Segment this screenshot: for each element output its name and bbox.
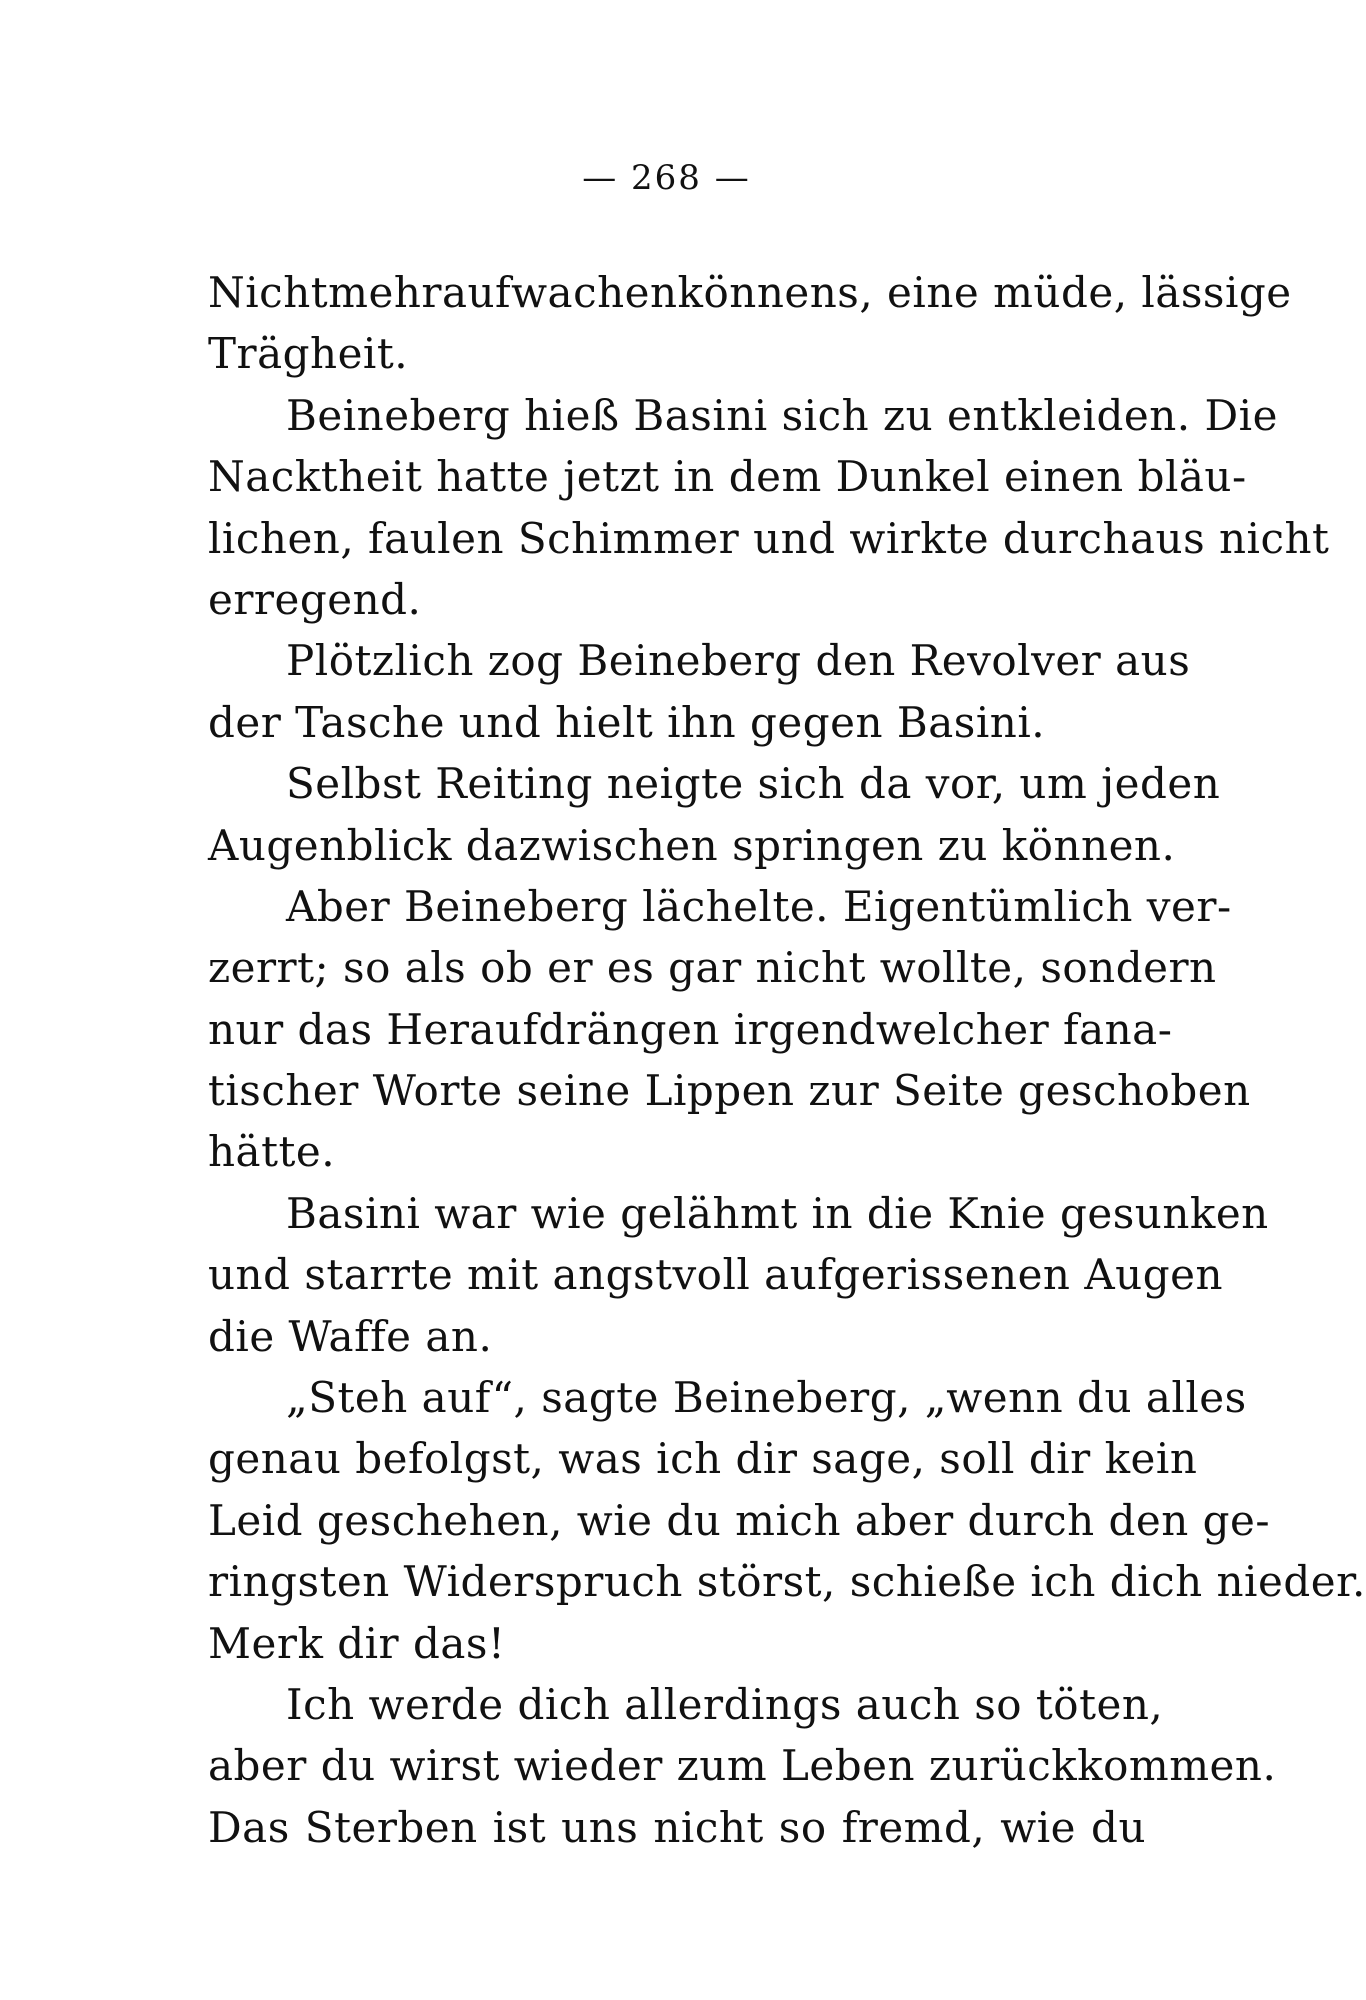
text-line: „Steh auf“, sagte Beineberg, „wenn du alles	[286, 1373, 1247, 1423]
text-line: genau befolgst, was ich dir sage, soll dir kein	[208, 1434, 1198, 1484]
text-line: Beineberg hieß Basini sich zu entkleiden. Die	[286, 390, 1278, 440]
text-line: Merk dir das!	[208, 1618, 506, 1668]
text-line: Basini war wie gelähmt in die Knie gesunken	[286, 1188, 1269, 1238]
text-line: erregend.	[208, 574, 422, 624]
text-line: die Waffe an.	[208, 1311, 493, 1361]
text-line: der Tasche und hielt ihn gegen Basini.	[208, 697, 1046, 747]
text-line: Aber Beineberg lächelte. Eigentümlich ver-	[286, 881, 1232, 931]
body-text	[208, 262, 1366, 1858]
text-line: Das Sterben ist uns nicht so fremd, wie du	[208, 1802, 1146, 1852]
text-line: aber du wirst wieder zum Leben zurückkommen.	[208, 1741, 1277, 1791]
text-line: Leid geschehen, wie du mich aber durch den ge-	[208, 1495, 1271, 1545]
text-line: Nacktheit hatte jetzt in dem Dunkel einen bläu-	[208, 452, 1247, 502]
text-line: Plötzlich zog Beineberg den Revolver aus	[286, 636, 1191, 686]
text-line: und starrte mit angstvoll aufgerissenen Augen	[208, 1250, 1223, 1300]
text-line: tischer Worte seine Lippen zur Seite geschoben	[208, 1066, 1251, 1116]
text-line: hätte.	[208, 1127, 336, 1177]
text-line: Trägheit.	[208, 329, 409, 379]
text-line: Augenblick dazwischen springen zu können.	[208, 820, 1176, 870]
text-line: Nichtmehraufwachenkönnens, eine müde, lässige	[208, 268, 1292, 317]
text-line: ringsten Widerspruch störst, schieße ich dich nieder.	[208, 1557, 1366, 1607]
text-line: Ich werde dich allerdings auch so töten,	[286, 1679, 1164, 1729]
page-number: — 268 —	[582, 158, 751, 198]
text-line: lichen, faulen Schimmer und wirkte durchaus nicht	[208, 513, 1330, 563]
text-line: Selbst Reiting neigte sich da vor, um jeden	[286, 759, 1221, 809]
text-line: zerrt; so als ob er es gar nicht wollte, sondern	[208, 943, 1217, 993]
text-line: nur das Heraufdrängen irgendwelcher fana-	[208, 1004, 1173, 1054]
